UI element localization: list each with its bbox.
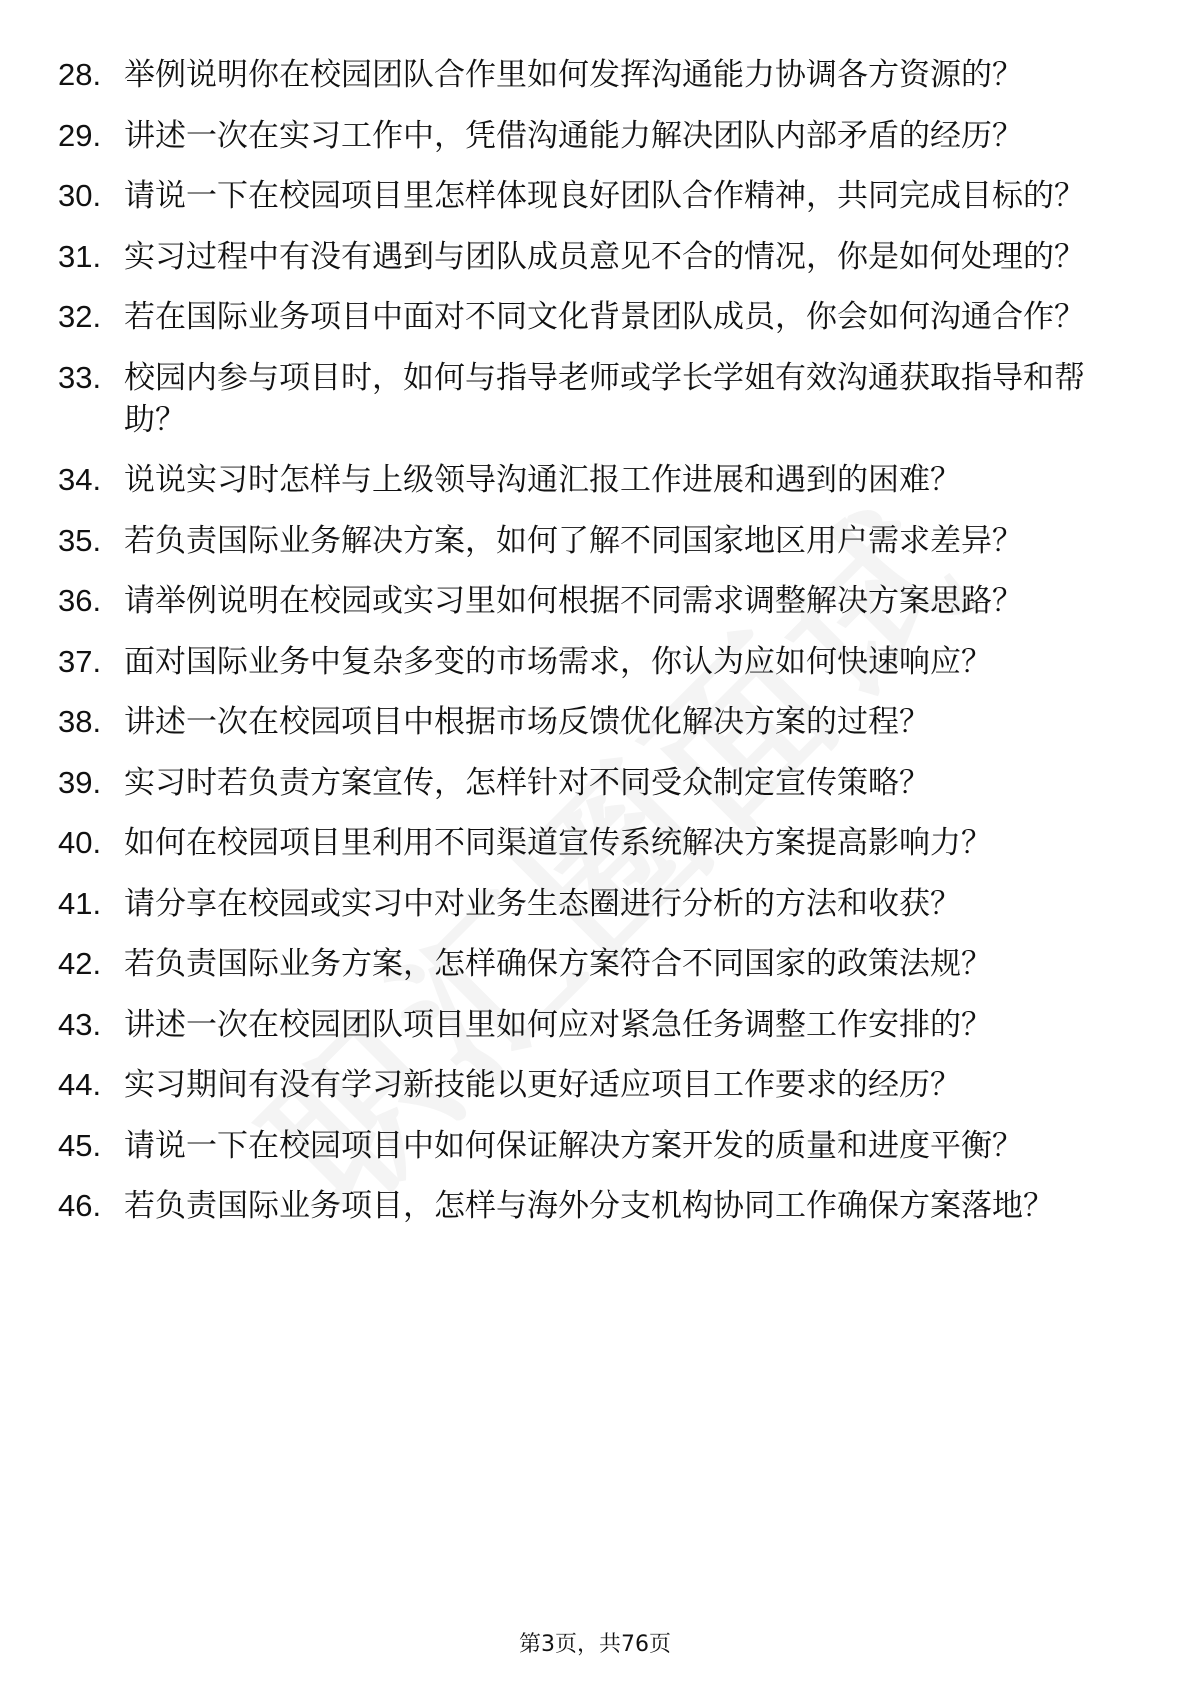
question-text: 讲述一次在校园项目中根据市场反馈优化解决方案的过程？ <box>124 704 930 740</box>
question-text: 举例说明你在校园团队合作里如何发挥沟通能力协调各方资源的？ <box>124 57 1023 93</box>
question-text: 说说实习时怎样与上级领导沟通汇报工作进展和遇到的困难？ <box>124 462 961 498</box>
question-number: 38. <box>58 704 102 739</box>
page-footer <box>0 1630 1190 1660</box>
question-item-32 <box>58 296 1128 338</box>
question-item-45 <box>58 1125 1128 1167</box>
question-item-42 <box>58 943 1128 985</box>
question-number: 30. <box>58 178 102 213</box>
question-text: 校园内参与项目时，如何与指导老师或学长学姐有效沟通获取指导和帮助？ <box>124 359 1085 438</box>
question-text: 实习时若负责方案宣传，怎样针对不同受众制定宣传策略？ <box>124 764 930 801</box>
question-text: 面对国际业务中复杂多变的市场需求，你认为应如何快速响应？ <box>124 643 992 680</box>
question-item-43 <box>58 1004 1128 1046</box>
question-number: 45. <box>58 1127 102 1163</box>
question-text: 若负责国际业务项目，怎样与海外分支机构协同工作确保方案落地？ <box>124 1188 1054 1224</box>
question-item-46 <box>58 1185 1128 1227</box>
question-item-41 <box>58 883 1128 925</box>
question-number: 31. <box>58 238 102 274</box>
question-number: 41. <box>58 885 102 921</box>
question-number: 39. <box>58 764 102 800</box>
question-number: 37. <box>58 643 102 679</box>
question-number: 32. <box>58 299 102 334</box>
question-text: 讲述一次在校园团队项目里如何应对紧急任务调整工作安排的？ <box>124 1006 992 1043</box>
question-text: 请分享在校园或实习中对业务生态圈进行分析的方法和收获？ <box>124 885 961 922</box>
question-item-39 <box>58 762 1128 804</box>
question-number: 34. <box>58 462 102 497</box>
question-number: 43. <box>58 1006 102 1042</box>
question-text: 实习期间有没有学习新技能以更好适应项目工作要求的经历？ <box>124 1067 961 1103</box>
question-item-30 <box>58 175 1128 217</box>
question-item-29 <box>58 115 1128 157</box>
page-number-label: 第3页，共76页 <box>519 1632 671 1657</box>
question-item-38 <box>58 701 1128 743</box>
question-number: 28. <box>58 57 102 92</box>
question-list <box>58 54 1128 1246</box>
question-number: 46. <box>58 1188 102 1223</box>
question-number: 29. <box>58 117 102 153</box>
question-number: 33. <box>58 359 102 395</box>
question-text: 若负责国际业务方案，怎样确保方案符合不同国家的政策法规？ <box>124 946 992 982</box>
question-item-33 <box>58 357 1128 441</box>
question-text: 若负责国际业务解决方案，如何了解不同国家地区用户需求差异？ <box>124 522 1023 559</box>
question-text: 若在国际业务项目中面对不同文化背景团队成员，你会如何沟通合作？ <box>124 299 1085 335</box>
question-number: 42. <box>58 946 102 981</box>
question-text: 讲述一次在实习工作中，凭借沟通能力解决团队内部矛盾的经历？ <box>124 117 1023 154</box>
question-text: 如何在校园项目里利用不同渠道宣传系统解决方案提高影响力？ <box>124 825 992 861</box>
question-text: 请说一下在校园项目里怎样体现良好团队合作精神，共同完成目标的？ <box>124 178 1085 214</box>
question-number: 44. <box>58 1067 102 1102</box>
question-item-34 <box>58 459 1128 501</box>
question-item-44 <box>58 1064 1128 1106</box>
question-number: 35. <box>58 522 102 558</box>
question-number: 40. <box>58 825 102 860</box>
question-number: 36. <box>58 583 102 618</box>
question-item-40 <box>58 822 1128 864</box>
question-item-36 <box>58 580 1128 622</box>
question-item-28 <box>58 54 1128 96</box>
question-item-31 <box>58 236 1128 278</box>
question-item-37 <box>58 641 1128 683</box>
question-item-35 <box>58 520 1128 562</box>
question-text: 请举例说明在校园或实习里如何根据不同需求调整解决方案思路？ <box>124 583 1023 619</box>
question-text: 请说一下在校园项目中如何保证解决方案开发的质量和进度平衡？ <box>124 1127 1023 1164</box>
question-text: 实习过程中有没有遇到与团队成员意见不合的情况，你是如何处理的？ <box>124 238 1085 275</box>
